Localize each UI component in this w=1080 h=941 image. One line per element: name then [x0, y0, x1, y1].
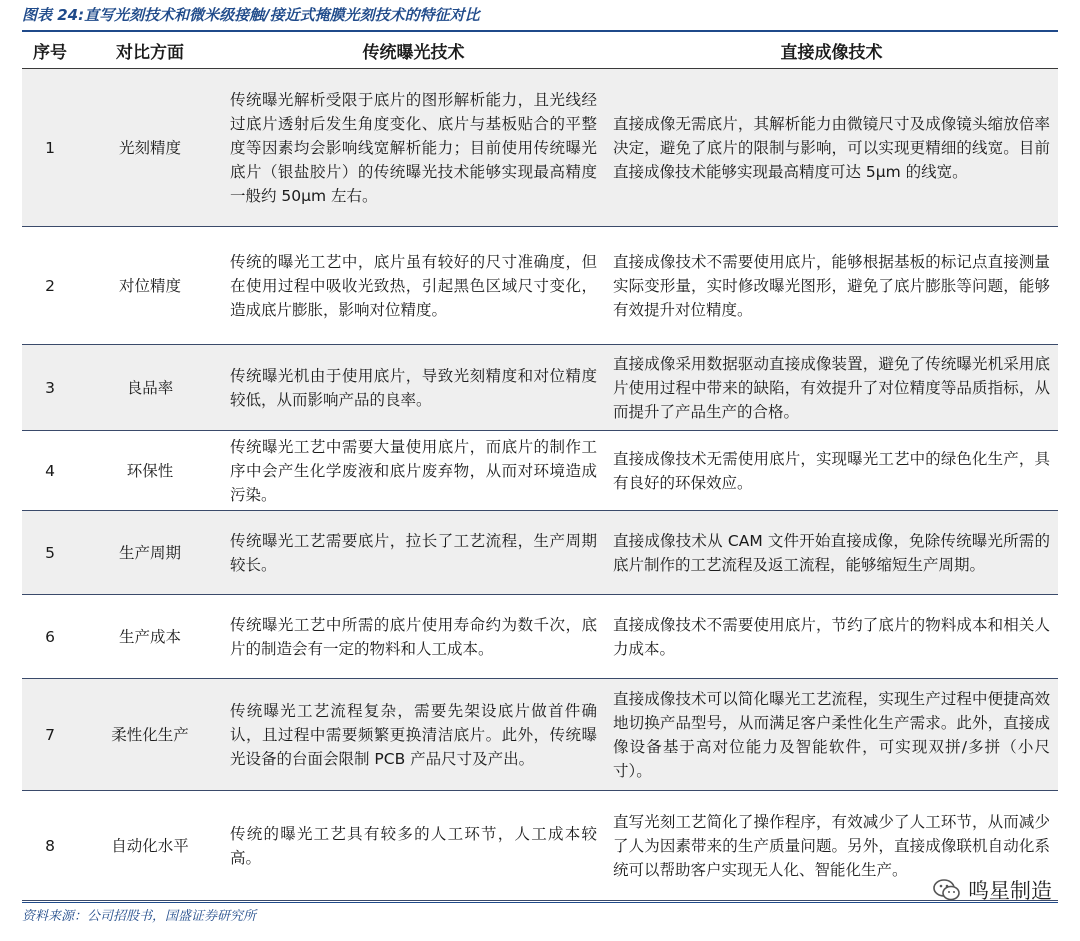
row-direct: 直写光刻工艺简化了操作程序，有效减少了人工环节，从而减少了人为因素带来的生产质量问题。另外，直接成像联机自动化系统可以帮助客户实现无人化、智能化生产。	[605, 791, 1058, 901]
row-number: 8	[22, 791, 78, 901]
footer-rule	[22, 902, 1058, 903]
row-direct: 直接成像技术可以简化曝光工艺流程，实现生产过程中便捷高效地切换产品型号，从而满足客户柔性化生产需求。此外，直接成像设备基于高对位能力及智能软件，可实现双拼/多拼（小尺寸）。	[605, 679, 1058, 791]
row-direct: 直接成像技术无需使用底片，实现曝光工艺中的绿色化生产，具有良好的环保效应。	[605, 431, 1058, 511]
row-traditional: 传统的曝光工艺具有较多的人工环节，人工成本较高。	[222, 791, 605, 901]
row-aspect: 生产成本	[78, 595, 222, 679]
row-aspect: 环保性	[78, 431, 222, 511]
row-direct: 直接成像技术从 CAM 文件开始直接成像，免除传统曝光所需的底片制作的工艺流程及返工流程，能够缩短生产周期。	[605, 511, 1058, 595]
row-direct: 直接成像无需底片，其解析能力由微镜尺寸及成像镜头缩放倍率决定，避免了底片的限制与影响，可以实现更精细的线宽。目前直接成像技术能够实现最高精度可达 5μm 的线宽。	[605, 69, 1058, 227]
row-traditional: 传统曝光解析受限于底片的图形解析能力，且光线经过底片透射后发生角度变化、底片与基板贴合的平整度等因素均会影响线宽解析能力；目前使用传统曝光底片（银盐胶片）的传统曝光技术能够实现最高精度一般约 50μm 左右。	[222, 69, 605, 227]
table-row	[22, 345, 1058, 431]
row-direct: 直接成像技术不需要使用底片，节约了底片的物料成本和相关人力成本。	[605, 595, 1058, 679]
table-row	[22, 791, 1058, 901]
row-number: 3	[22, 345, 78, 431]
row-number: 4	[22, 431, 78, 511]
table-row	[22, 511, 1058, 595]
row-number: 6	[22, 595, 78, 679]
watermark	[932, 875, 1052, 905]
row-aspect: 光刻精度	[78, 69, 222, 227]
comparison-table	[22, 32, 1058, 901]
row-traditional: 传统曝光工艺流程复杂，需要先架设底片做首件确认，且过程中需要频繁更换清洁底片。此外，传统曝光设备的台面会限制 PCB 产品尺寸及产出。	[222, 679, 605, 791]
row-number: 2	[22, 227, 78, 345]
row-traditional: 传统曝光工艺需要底片，拉长了工艺流程，生产周期较长。	[222, 511, 605, 595]
header-direct: 直接成像技术	[605, 32, 1058, 69]
source-note: 资料来源：公司招股书，国盛证券研究所	[22, 909, 257, 924]
row-traditional: 传统曝光机由于使用底片，导致光刻精度和对位精度较低，从而影响产品的良率。	[222, 345, 605, 431]
row-traditional: 传统的曝光工艺中，底片虽有较好的尺寸准确度，但在使用过程中吸收光致热，引起黑色区域尺寸变化，造成底片膨胀，影响对位精度。	[222, 227, 605, 345]
table-header-row	[22, 32, 1058, 69]
table-row	[22, 679, 1058, 791]
row-traditional: 传统曝光工艺中所需的底片使用寿命约为数千次，底片的制造会有一定的物料和人工成本。	[222, 595, 605, 679]
row-direct: 直接成像采用数据驱动直接成像装置，避免了传统曝光机采用底片使用过程中带来的缺陷，有效提升了对位精度等品质指标，从而提升了产品生产的合格。	[605, 345, 1058, 431]
row-direct: 直接成像技术不需要使用底片，能够根据基板的标记点直接测量实际变形量，实时修改曝光图形，避免了底片膨胀等问题，能够有效提升对位精度。	[605, 227, 1058, 345]
row-aspect: 柔性化生产	[78, 679, 222, 791]
row-aspect: 良品率	[78, 345, 222, 431]
header-traditional: 传统曝光技术	[222, 32, 605, 69]
header-aspect: 对比方面	[78, 32, 222, 69]
table-row	[22, 227, 1058, 345]
table-row	[22, 431, 1058, 511]
watermark-text: 鸣星制造	[968, 879, 1052, 903]
table-row	[22, 595, 1058, 679]
row-number: 1	[22, 69, 78, 227]
row-number: 7	[22, 679, 78, 791]
figure-caption: 图表 24:直写光刻技术和微米级接触/接近式掩膜光刻技术的特征对比	[22, 6, 480, 24]
row-aspect: 对位精度	[78, 227, 222, 345]
row-aspect: 自动化水平	[78, 791, 222, 901]
row-number: 5	[22, 511, 78, 595]
header-no: 序号	[22, 32, 78, 69]
wechat-icon	[932, 877, 962, 903]
row-aspect: 生产周期	[78, 511, 222, 595]
table-row	[22, 69, 1058, 227]
row-traditional: 传统曝光工艺中需要大量使用底片，而底片的制作工序中会产生化学废液和底片废弃物，从而对环境造成污染。	[222, 431, 605, 511]
